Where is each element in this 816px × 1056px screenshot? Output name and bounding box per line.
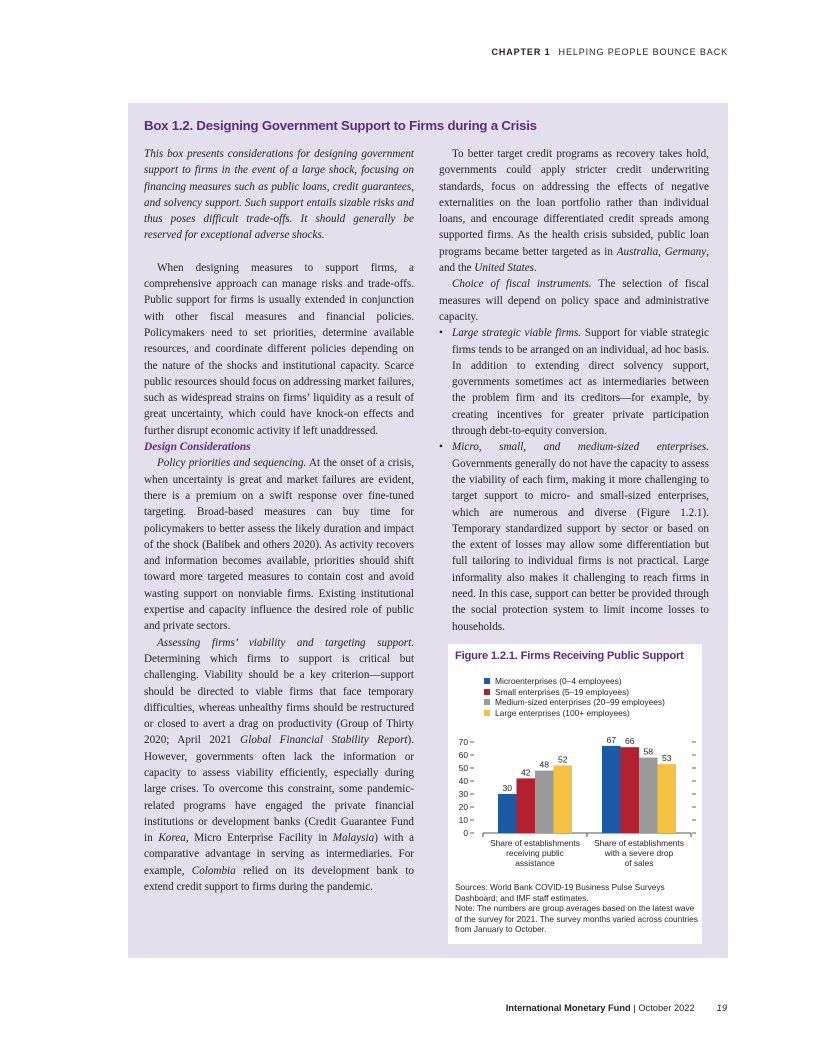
y-tick-label: 60 (458, 750, 468, 760)
bullet-icon: • (439, 327, 443, 340)
chapter-label: CHAPTER 1 (491, 47, 551, 57)
y-tick-label: 70 (458, 737, 468, 747)
data-label: 42 (520, 767, 531, 778)
text-period: . (534, 262, 537, 275)
box-intro: This box presents considerations for designing government support to firms in the event of a large shock, focusing on financing measures such as public loans, credit guarantees, and solvency support. Such support entails sizable risks and thus poses difficult trade-offs. It should generally be reserved for exceptional adverse shocks. (144, 148, 414, 242)
data-label: 30 (502, 783, 513, 793)
bar (554, 765, 573, 833)
country-malaysia: Malaysia (332, 832, 375, 845)
x-tick-label: assistance (515, 858, 555, 868)
bar (621, 747, 640, 833)
bar (658, 764, 677, 833)
data-label: 52 (557, 754, 568, 765)
page-footer (0, 1003, 727, 1013)
x-tick-label: with a severe drop (604, 848, 674, 858)
bullet-list (439, 325, 709, 635)
bar (535, 771, 554, 833)
lead-msme: Micro, small, and medium-sized enterprises. (452, 441, 709, 454)
running-head (491, 47, 728, 57)
text-fiscal-instruments: The selection of fiscal measures will depend on policy space and administrative capacity. (439, 278, 709, 323)
figure-notes (455, 882, 699, 935)
figure-title: Figure 1.2.1. Firms Receiving Public Support (455, 650, 684, 662)
lead-policy-priorities: Policy priorities and sequencing. (157, 457, 307, 470)
subhead-design-considerations: Design Considerations (144, 441, 251, 454)
text-large-firms: Support for viable strategic firms tends to be arranged on an individual, ad hoc basis. In addition to extending direct solvency support, governments sometimes act as intermediaries between the problem firm and its creditors—for example, by creating incentives for greater private participation through debt-to-equity conversion. (452, 327, 709, 438)
country-germany: Germany (664, 245, 707, 258)
x-tick-label: of sales (624, 858, 654, 868)
paragraph-policy-priorities (144, 455, 414, 634)
figure-note: Note: The numbers are group averages based on the latest wave of the survey for 2021. The survey months varied across countries from January to October. (455, 903, 698, 935)
lead-assessing-viability: Assessing firms’ viability and targeting support. (157, 636, 414, 649)
legend-label: Medium-sized enterprises (20–99 employees) (495, 697, 665, 707)
box-title: Box 1.2. Designing Government Support to Firms during a Crisis (144, 118, 537, 133)
data-label: 67 (606, 734, 617, 745)
footer-date: October 2022 (638, 1003, 695, 1013)
page-number: 19 (716, 1003, 727, 1013)
text-viability-c: , Micro Enterprise Facility in (185, 832, 333, 845)
paragraph-comprehensive-approach: When designing measures to support firms, a comprehensive approach can manage risks and trade-offs. Public support for firms is usually extended in conjunction with other fiscal measures and financial policies. Policymakers need to set priorities, determine available resources, and coordinate different policies depending on the nature of the shocks and institutional capacity. Scarce public resources should focus on addressing market failures, such as widespread strains on firms’ liquidity as a result of great uncertainty, which could have knock-on effects and further disrupt economic activity if left unaddressed. (144, 261, 414, 437)
legend-label: Small enterprises (5–19 employees) (495, 686, 630, 697)
text-viability-e: relied on its development bank to extend credit support to firms during the pandemic. (144, 864, 414, 894)
country-colombia: Colombia (191, 864, 236, 877)
text-viability-a: Determining which firms to support is critical but challenging. Viability should be a key criterion—support should be directed to viable firms that face temporary difficulties, whereas unhealthy firms should be restructured or closed to avert a drag on productivity (Group of Thirty 2020; April 2021 (144, 652, 414, 747)
text-msme: Governments generally do not have the capacity to assess the viability of each firm, making it more challenging to target support to micro- and small-sized enterprises, which are numerous and diverse (Figure 1.2.1). Temporary standardized support by sector or based on the extent of losses may allow some differentiation but full tailoring to individual firms is not practical. Large informality also makes it challenging to reach firms in need. In this case, support can better be provided through the social protection system to limit income losses to households. (452, 457, 709, 633)
data-label: 66 (624, 736, 635, 747)
paragraph-targeting-credit (439, 146, 709, 276)
figure-1-2-1 (448, 644, 702, 944)
right-column (439, 146, 709, 635)
y-tick-label: 10 (458, 815, 468, 825)
chapter-title: HELPING PEOPLE BOUNCE BACK (558, 47, 728, 57)
text-sep-2: , and the (439, 245, 709, 275)
figure-sources: Sources: World Bank COVID-19 Business Pulse Surveys Dashboard; and IMF staff estimates. (455, 882, 665, 903)
country-korea: Korea (158, 832, 186, 845)
bullet-msme (439, 439, 709, 635)
y-tick-label: 20 (458, 802, 468, 812)
text-viability-d: ) with a comparative advantage in serving as intermediaries. For example, (144, 832, 415, 877)
bullet-icon: • (439, 441, 443, 454)
x-tick-label: Share of establishments (490, 838, 580, 848)
x-tick-label: receiving public (506, 848, 564, 858)
y-tick-label: 0 (463, 828, 468, 838)
data-label: 58 (643, 746, 654, 757)
bar (517, 778, 536, 833)
footer-separator: | (630, 1003, 639, 1013)
paragraph-assessing-viability (144, 635, 414, 896)
bar (602, 746, 621, 833)
footer-publisher: International Monetary Fund (505, 1003, 631, 1013)
lead-fiscal-instruments: Choice of fiscal instruments. (452, 278, 592, 291)
y-tick-label: 40 (458, 776, 468, 786)
text-policy-priorities: At the onset of a crisis, when uncertainty is great and market failures are evident, there is a premium on a swift response over fine-tuned targeting. Broad-based measures can buy time for policymakers to better assess the likely duration and impact of the shock (Balibek and others 2020). As activity recovers and information becomes available, priorities should shift toward more targeted measures to contain cost and avoid wasting support on nonviable firms. Existing institutional expertise and capacity influence the desired role of public and private sectors. (144, 457, 415, 633)
text-credit-a: To better target credit programs as recovery takes hold, governments could apply stricter credit underwriting standards, focus on addressing the effects of negative externalities on the loan portfolio rather than individual loans, and encourage differentiated credit spreads among supported firms. As the health crisis subsided, public loan programs became better targeted as in (439, 148, 709, 258)
legend-label: Microenterprises (0–4 employees) (495, 676, 622, 686)
y-tick-label: 50 (458, 763, 468, 773)
data-label: 53 (661, 753, 672, 764)
text-sep-1: , (658, 245, 665, 258)
country-united-states: United States (474, 262, 534, 275)
x-tick-label: Share of establishments (594, 838, 684, 848)
gfsr-title: Global Financial Stability Report (240, 734, 408, 747)
lead-large-firms: Large strategic viable firms. (452, 327, 582, 340)
bar-chart (448, 644, 702, 880)
bar (498, 794, 517, 833)
y-tick-label: 30 (458, 789, 468, 799)
legend-label: Large enterprises (100+ employees) (495, 707, 630, 718)
data-label: 48 (539, 759, 550, 770)
left-column (144, 146, 414, 895)
bar (639, 758, 658, 833)
bullet-large-firms (439, 325, 709, 439)
country-australia: Australia (616, 245, 659, 258)
text-viability-b: ). However, governments often lack the information or capacity to assess viability efficiently, especially during large crises. To overcome this constraint, some pandemic-related programs have engaged the private financial institutions or development banks (Credit Guarantee Fund in (144, 734, 414, 845)
paragraph-fiscal-instruments (439, 276, 709, 325)
